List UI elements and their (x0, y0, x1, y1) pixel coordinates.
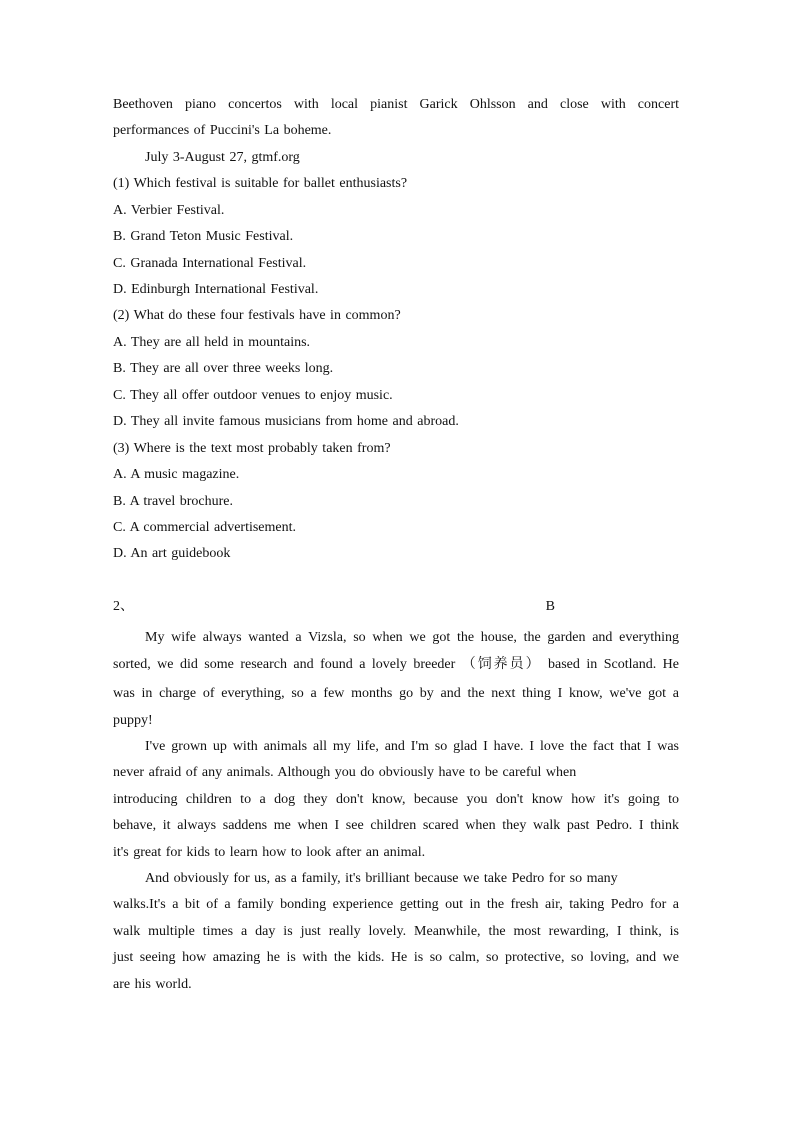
passage-b-line: just seeing how amazing he is with the kids. He is so calm, so protective, so loving, and we (113, 950, 679, 965)
question-1-option-d: D. Edinburgh International Festival. (113, 282, 319, 297)
section-letter: B (545, 599, 555, 614)
question-2-option-a: A. They are all held in mountains. (113, 335, 311, 350)
question-3-option-b: B. A travel brochure. (113, 494, 234, 509)
question-2-option-d: D. They all invite famous musicians from home and abroad. (113, 414, 459, 429)
question-3-option-c: C. A commercial advertisement. (113, 520, 297, 535)
question-3-prompt: (3) Where is the text most probably taken from? (113, 441, 391, 456)
question-3-option-a: A. A music magazine. (113, 467, 240, 482)
passage-b-line: puppy! (113, 713, 153, 728)
question-1-prompt: (1) Which festival is suitable for ballet enthusiasts? (113, 176, 408, 191)
question-3-option-d: D. An art guidebook (113, 546, 231, 561)
passage-b-line: I've grown up with animals all my life, and I'm so glad I have. I love the fact that I was (145, 739, 679, 754)
passage-b-line: behave, it always saddens me when I see children scared when they walk past Pedro. I think (113, 818, 679, 833)
question-2-option-c: C. They all offer outdoor venues to enjoy music. (113, 388, 393, 403)
passage-b-line: walks.It's a bit of a family bonding experience getting out in the fresh air, taking Pedro for a (113, 897, 679, 912)
passage-a-line: performances of Puccini's La boheme. (113, 123, 332, 138)
passage-b-line: it's great for kids to learn how to look after an animal. (113, 845, 426, 860)
question-1-option-a: A. Verbier Festival. (113, 203, 225, 218)
passage-a-line: Beethoven piano concertos with local pianist Garick Ohlsson and close with concert (113, 97, 679, 112)
festival-dates-site: July 3-August 27, gtmf.org (145, 150, 300, 165)
passage-b-line: And obviously for us, as a family, it's brilliant because we take Pedro for so many (145, 871, 618, 886)
section-number: 2、 (113, 599, 134, 614)
passage-b-line: My wife always wanted a Vizsla, so when we got the house, the garden and everything (145, 630, 679, 645)
passage-b-line: introducing children to a dog they don't know, because you don't know how it's going to (113, 792, 679, 807)
passage-b-line: are his world. (113, 977, 192, 992)
passage-b-line: never afraid of any animals. Although you do obviously have to be careful when (113, 765, 577, 780)
question-2-prompt: (2) What do these four festivals have in common? (113, 308, 401, 323)
passage-b-line: was in charge of everything, so a few months go by and the next thing I know, we've got a (113, 686, 679, 701)
question-2-option-b: B. They are all over three weeks long. (113, 361, 334, 376)
passage-b-line: walk multiple times a day is just really lovely. Meanwhile, the most rewarding, I think, is (113, 924, 679, 939)
passage-b-line: sorted, we did some research and found a lovely breeder （饲养员） based in Scotland. He (113, 657, 679, 672)
question-1-option-c: C. Granada International Festival. (113, 256, 307, 271)
question-1-option-b: B. Grand Teton Music Festival. (113, 229, 294, 244)
